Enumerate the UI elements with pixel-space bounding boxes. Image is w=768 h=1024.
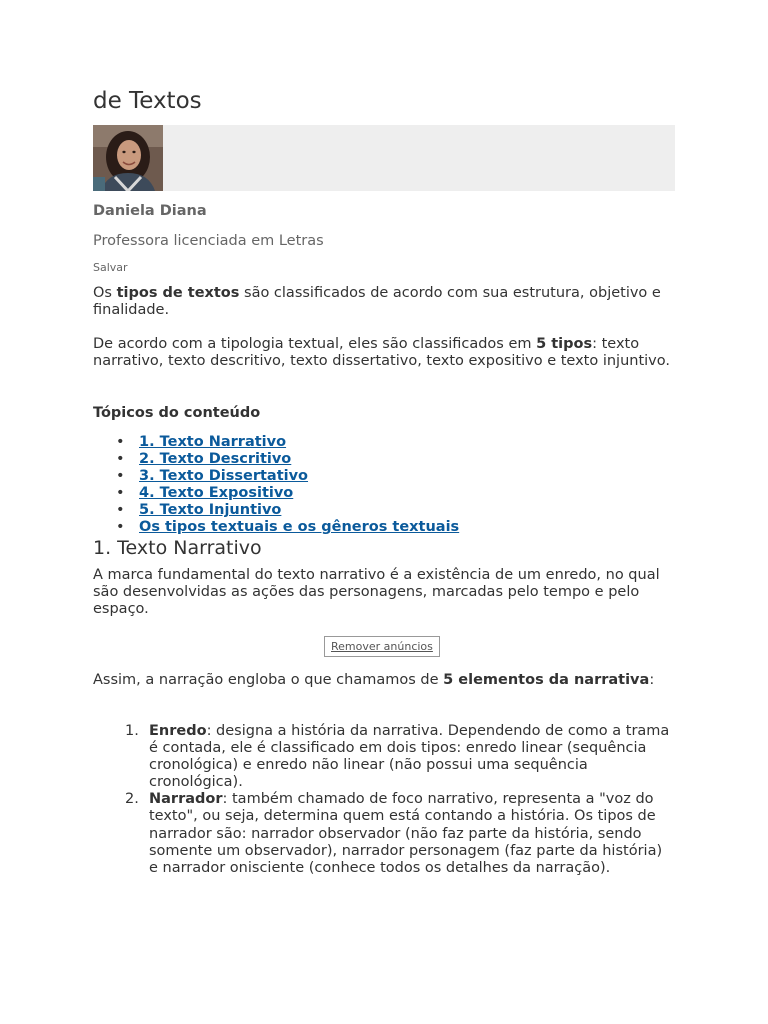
- narrative-p2-bold: 5 elementos da narrativa: [443, 672, 650, 688]
- intro-paragraph-2: [93, 336, 675, 370]
- bullet-icon: •: [116, 468, 125, 485]
- bullet-icon: •: [116, 434, 125, 450]
- list-item-enredo: [93, 723, 675, 791]
- toc-link-tipos-generos[interactable]: Os tipos textuais e os gêneros textuais: [139, 519, 460, 536]
- save-button[interactable]: Salvar: [93, 261, 128, 274]
- toc-item: [93, 485, 459, 502]
- table-of-contents: [93, 434, 459, 537]
- toc-item: [93, 434, 459, 451]
- bullet-icon: •: [116, 485, 125, 502]
- narrative-p2-text: Assim, a narração engloba o que chamamos de: [93, 672, 444, 688]
- bullet-icon: •: [116, 519, 125, 536]
- element-description: : designa a história da narrativa. Dependendo de como a trama é contada, ele é classificado em dois tipos: enredo linear (sequência cronológica) e enredo não linear (não possui uma sequência cronológica).: [149, 723, 670, 791]
- element-description: : também chamado de foco narrativo, representa a "voz do texto", ou seja, determina quem está contando a história. Os tipos de narrador são: narrador observador (não faz parte da história, sendo somente um observador), narrador personagem (faz parte da história) e narrador onisciente (conhece todos os detalhes da narração).: [149, 791, 663, 876]
- remove-ads-button[interactable]: Remover anúncios: [324, 636, 440, 657]
- toc-item: [93, 502, 459, 519]
- author-name[interactable]: Daniela Diana: [93, 203, 207, 219]
- article-title: de Textos: [93, 88, 202, 114]
- toc-link-texto-narrativo[interactable]: 1. Texto Narrativo: [139, 434, 287, 450]
- toc-link-texto-descritivo[interactable]: 2. Texto Descritivo: [139, 451, 292, 468]
- toc-link-texto-dissertativo[interactable]: 3. Texto Dissertativo: [139, 468, 309, 485]
- toc-link-texto-injuntivo[interactable]: 5. Texto Injuntivo: [139, 502, 282, 519]
- toc-item: [93, 468, 459, 485]
- list-number: 1.: [125, 723, 139, 739]
- intro-p2-text-end: : texto narrativo, texto descritivo, texto dissertativo, texto expositivo e texto injuntivo.: [93, 336, 670, 370]
- bullet-icon: •: [116, 451, 125, 468]
- element-term: Enredo: [149, 723, 207, 739]
- topics-heading: Tópicos do conteúdo: [93, 405, 261, 421]
- intro-paragraph-1: [93, 285, 675, 319]
- intro-p1-text: Os: [93, 285, 117, 301]
- element-term: Narrador: [149, 791, 223, 808]
- author-role: Professora licenciada em Letras: [93, 233, 324, 249]
- author-avatar: [93, 125, 163, 191]
- narrative-paragraph-2: [93, 672, 675, 689]
- toc-link-texto-expositivo[interactable]: 4. Texto Expositivo: [139, 485, 294, 502]
- toc-item: [93, 519, 459, 536]
- intro-p1-bold: tipos de textos: [116, 285, 240, 301]
- intro-p1-text-end: são classificados de acordo com sua estrutura, objetivo e finalidade.: [93, 285, 661, 319]
- author-photo: [93, 125, 163, 191]
- narrative-elements-list: [93, 723, 675, 877]
- list-number: 2.: [125, 791, 139, 808]
- section-heading-texto-narrativo: 1. Texto Narrativo: [93, 537, 262, 559]
- bullet-icon: •: [116, 502, 125, 519]
- narrative-paragraph-1: A marca fundamental do texto narrativo é a existência de um enredo, no qual são desenvolvidas as ações das personagens, marcadas pelo tempo e pelo espaço.: [93, 567, 660, 618]
- intro-p2-text: De acordo com a tipologia textual, eles são classificados em: [93, 336, 537, 352]
- narrative-p2-text-end: :: [649, 672, 655, 688]
- list-item-narrador: [93, 791, 675, 876]
- author-banner: [93, 125, 675, 191]
- intro-p2-bold: 5 tipos: [536, 336, 593, 352]
- toc-item: [93, 451, 459, 468]
